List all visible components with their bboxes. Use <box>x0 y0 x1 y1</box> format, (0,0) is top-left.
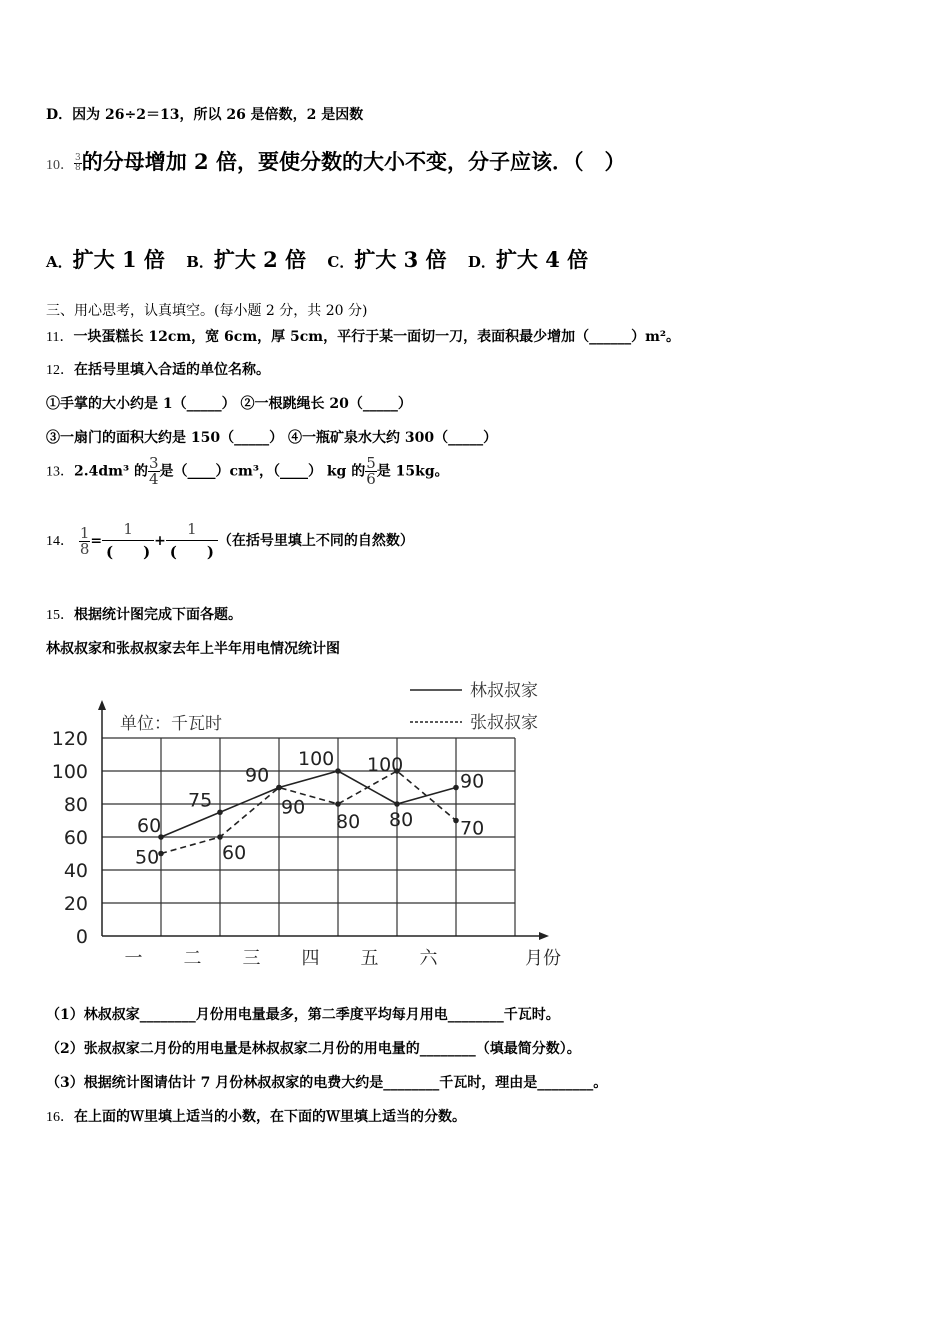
q9-option-d <box>46 104 363 124</box>
chart-title: 林叔叔家和张叔叔家去年上半年用电情况统计图 <box>46 641 340 657</box>
y-axis-arrow <box>98 700 106 710</box>
x-tick-label: 一 <box>124 948 143 969</box>
question-text-part-2: 是（____）cm³，（____） kg 的 <box>159 463 366 480</box>
fraction-three-quarters: $\frac{3}{4}$ <box>148 454 159 488</box>
data-point <box>453 785 459 791</box>
question-text: 在括号里填入合适的单位名称。 <box>74 362 270 378</box>
option-c[interactable]: C．扩大 3 倍 <box>327 247 447 272</box>
question-text: 在上面的Ｗ里填上适当的小数，在下面的Ｗ里填上适当的分数。 <box>74 1109 466 1125</box>
data-point <box>335 801 341 807</box>
y-tick-label: 80 <box>63 794 88 816</box>
y-tick-label: 120 <box>51 728 88 750</box>
data-point <box>394 801 400 807</box>
question-15 <box>46 604 242 624</box>
data-label: 50 <box>135 846 160 869</box>
option-text: 因为 26÷2＝13，所以 26 是倍数，2 是因数 <box>72 107 364 123</box>
x-tick-label: 五 <box>360 948 379 969</box>
data-point <box>217 834 223 840</box>
y-tick-label: 60 <box>63 827 88 849</box>
question-number: 10． <box>46 158 74 173</box>
x-axis-arrow <box>539 932 549 940</box>
question-number: 12． <box>46 363 74 378</box>
legend-label: 张叔叔家 <box>470 713 538 733</box>
question-16 <box>46 1106 466 1126</box>
question-12-line-2: ③一扇门的面积大约是 150（_____） ④一瓶矿泉水大约 300（_____） <box>46 430 498 446</box>
y-tick-label: 20 <box>63 893 88 915</box>
blank-fraction-1[interactable]: $\frac{1}{( )}$ <box>102 520 154 562</box>
question-text: 的分母增加 2 倍，要使分数的大小不变，分子应该．（ ） <box>81 149 626 174</box>
question-15-sub-1: （1）林叔叔家________月份用电量最多，第二季度平均每月用电________千瓦时。 <box>46 1007 560 1023</box>
question-text: 根据统计图完成下面各题。 <box>74 607 242 623</box>
data-point <box>217 809 223 815</box>
option-d[interactable]: D．扩大 4 倍 <box>467 247 589 272</box>
x-tick-label: 四 <box>301 948 320 969</box>
question-11 <box>46 326 680 346</box>
x-tick-label: 二 <box>183 948 202 969</box>
x-tick-label: 六 <box>419 948 438 969</box>
blank-fraction-2[interactable]: $\frac{1}{( )}$ <box>166 520 218 562</box>
section-3-title: 三、用心思考，认真填空。(每小题 2 分，共 20 分) <box>46 303 368 319</box>
data-label: 75 <box>188 789 213 812</box>
data-point <box>335 768 341 774</box>
data-label: 90 <box>281 796 306 819</box>
plus-sign: + <box>154 533 166 549</box>
data-label: 90 <box>460 770 485 793</box>
data-label: 90 <box>245 764 270 787</box>
question-number: 13． <box>46 464 74 480</box>
question-12-line-1: ①手掌的大小约是 1（_____） ②一根跳绳长 20（_____） <box>46 396 412 412</box>
x-axis-label: 月份 <box>525 948 561 969</box>
data-label: 100 <box>367 754 404 776</box>
question-15-sub-2: （2）张叔叔家二月份的用电量是林叔叔家二月份的用电量的________（填最简分数）。 <box>46 1041 581 1057</box>
y-tick-label: 0 <box>75 926 88 948</box>
y-tick-label: 40 <box>63 860 88 882</box>
question-text-part-3: 是 15kg。 <box>376 463 449 480</box>
x-tick-label: 三 <box>242 948 261 969</box>
option-letter: D． <box>46 107 73 123</box>
option-b[interactable]: B．扩大 2 倍 <box>186 247 307 272</box>
data-point <box>276 785 282 791</box>
equals-sign: = <box>90 533 103 549</box>
data-label: 100 <box>298 748 335 770</box>
fraction-five-sixths: $\frac{5}{6}$ <box>366 454 376 488</box>
question-number: 16． <box>46 1110 74 1125</box>
question-15-sub-3: （3）根据统计图请估计 7 月份林叔叔家的电费大约是________千瓦时，理由是________。 <box>46 1075 608 1091</box>
question-number: 15． <box>46 608 74 623</box>
y-tick-label: 100 <box>51 761 88 783</box>
question-12 <box>46 359 270 379</box>
question-10-options <box>46 244 602 274</box>
data-label: 60 <box>222 842 247 864</box>
data-label: 80 <box>336 811 361 833</box>
question-10 <box>46 146 625 176</box>
fraction-one-eighth: $\frac{1}{8}$ <box>79 523 90 558</box>
data-label: 70 <box>460 817 485 840</box>
question-number: 11． <box>46 330 74 345</box>
electricity-line-chart <box>51 672 580 972</box>
question-text: 一块蛋糕长 12cm，宽 6cm，厚 5cm，平行于某一面切一刀，表面积最少增加（______）m²。 <box>73 329 681 345</box>
option-a[interactable]: A．扩大 1 倍 <box>46 247 165 272</box>
data-label: 60 <box>137 815 162 837</box>
question-text-part-1: 2.4dm³ 的 <box>74 463 148 480</box>
question-14 <box>46 520 414 562</box>
legend-label: 林叔叔家 <box>470 681 538 701</box>
data-label: 80 <box>389 809 414 831</box>
question-number: 14． <box>46 534 74 549</box>
question-13 <box>46 456 449 487</box>
question-note: （在括号里填上不同的自然数） <box>217 533 414 549</box>
unit-label: 单位：千瓦时 <box>120 714 222 734</box>
fraction-three-eighths: $\frac{3}{8}$ <box>75 153 81 173</box>
data-point <box>453 818 459 824</box>
